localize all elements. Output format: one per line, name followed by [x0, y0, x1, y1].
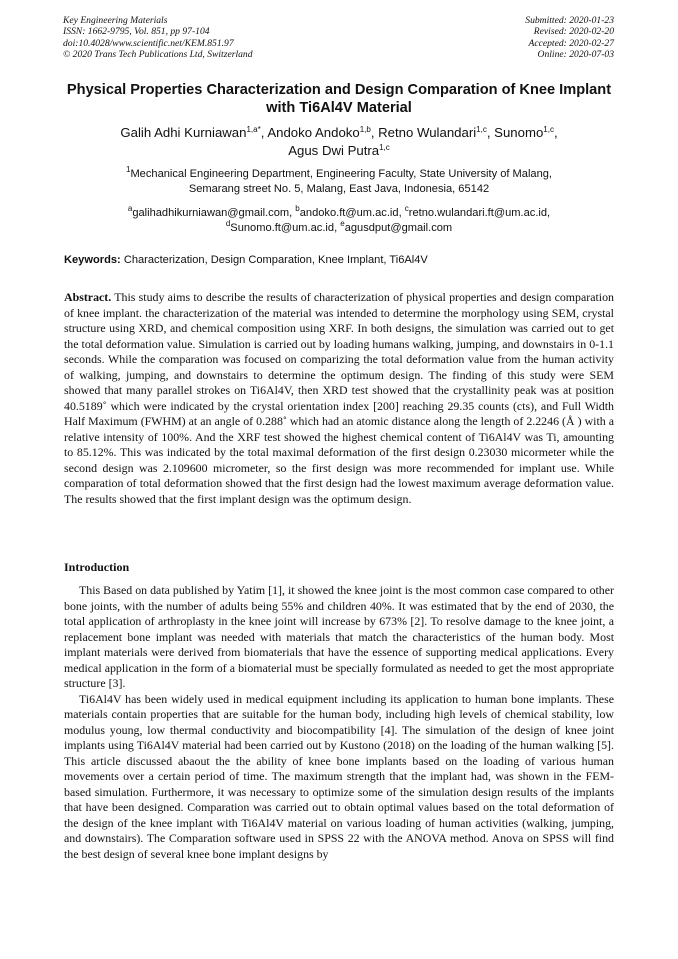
date-online: Online: 2020-07-03	[537, 49, 614, 61]
author-name: Sunomo	[494, 125, 544, 140]
date-submitted: Submitted: 2020-01-23	[525, 15, 614, 26]
email-marker: c	[404, 204, 409, 213]
email-list	[55, 206, 623, 235]
abstract-label: Abstract.	[64, 290, 112, 304]
journal-name: Key Engineering Materials	[63, 15, 168, 26]
author-superscript: 1,c	[476, 125, 487, 134]
email-address: agusdput@gmail.com	[344, 221, 453, 234]
keywords	[64, 253, 614, 267]
email-marker: e	[340, 218, 345, 228]
affiliation-line-1: Mechanical Engineering Department, Engineering Faculty, State University of Malang,	[130, 168, 553, 180]
author-superscript: 1,b	[359, 125, 371, 134]
keywords-text: Characterization, Design Comparation, Knee Implant, Ti6Al4V	[123, 254, 428, 266]
author-separator: ,	[553, 125, 558, 140]
email-separator: ,	[398, 207, 405, 219]
author-separator: ,	[486, 125, 495, 140]
section-heading-introduction: Introduction	[64, 560, 130, 574]
author-list	[55, 124, 623, 160]
paper-title: Physical Properties Characterization and Design Comparation of Knee Implant with Ti6Al4V Material	[66, 82, 612, 116]
affiliation-marker: 1	[125, 165, 131, 174]
email-marker: a	[127, 204, 133, 213]
journal-info	[63, 15, 253, 61]
author-separator: ,	[260, 125, 268, 140]
email-separator: ,	[547, 207, 551, 219]
submission-dates	[525, 15, 614, 61]
email-address: Sunomo.ft@um.ac.id	[230, 221, 335, 234]
abstract-text: This study aims to describe the results of characterization of physical properties and design comparation of knee implant. the characterization of the material was intended to determine the morphology using SEM, crystal structure using XRD, and chemical composition using XRF. In both designs, the simulation was carried out to get the total deformation value. Simulation is carried out by loading humans walking, jumping, and downstairs in 0-1.1 seconds. While the comparation was focused on comparizing the total deformation value from the human activity of walking, jumping, and downstairs to determine the optimum design. The finding of this study were SEM showed that many parallel strokes on Ti6Al4V, then XRD test showed that the crystallinity peak was at position 40.5189˚ which were indicated by the crystal orientation index [200] reaching 29.35 counts (cts), and Full Width Half Maximum (FWHM) at an angle of 0.288˚ which had an atomic distance along the length of 2.2246 (Å ) with a relative intensity of 100%. And the XRF test showed the highest chemical content of Ti6Al4V was Ti, amounting to 85.12%. This was indicated by the total maximal deformation of the first design 0.23030 micormeter while the second design was 2.109600 micrometer, so the first design was more recommended for implant use. While comparation of total deformation showed that the first design had the lowest maximum average deformation value. The results showed that the first implant design was the optimum design.	[64, 290, 614, 506]
keywords-label: Keywords:	[64, 254, 121, 266]
email-address: galihadhikurniawan@gmail.com	[132, 207, 290, 219]
author-name: Galih Adhi Kurniawan	[120, 125, 247, 140]
author-separator: ,	[370, 125, 379, 140]
author-superscript: 1,c	[543, 125, 554, 134]
email-marker: d	[225, 218, 231, 228]
author-name: Agus Dwi Putra	[288, 143, 380, 158]
author-name: Andoko Andoko	[267, 125, 360, 140]
author-superscript: 1,a*	[246, 125, 261, 134]
affiliation-line-2: Semarang street No. 5, Malang, East Java, Indonesia, 65142	[188, 182, 490, 195]
email-separator: ,	[289, 207, 296, 219]
paragraph: Ti6Al4V has been widely used in medical equipment including its application to human bone implants. These materials contain properties that are suitable for the human body, including high levels of chemical stability, low modulus young, low thermal conductivity and biocompatibility [4]. The simulation of the design of knee joint implants using Ti6Al4V material had been carried out by Kustono (2018) on the loading of the human walking [5]. This article discussed abaout the the ability of knee bone implants based on the loading of various human movements over a certain period of time. The maximum strength that the implant had, was shown in the FEM-based simulation. Furthermore, it was necessary to optimize some of the simulation design results of the implants that have been designed. Comparation was carried out to obtain optimal values based on the total deformation of the design of the knee implant with Ti6Al4V material on various loading of human activities (walking, jumping, and downstairs). The Comparation software used in SPSS 22 with the ANOVA method. Anova on SPSS will find the best design of several knee bone implant designs by	[64, 691, 614, 861]
email-marker: b	[295, 204, 300, 213]
author-superscript: 1,c	[379, 143, 390, 152]
paragraph: This Based on data published by Yatim [1], it showed the knee joint is the most common case compared to other bone joints, with the number of adults being 55% and children 40%. It was estimated that by the end of 2030, the total application of arthroplasty in the knee joint will increase by 673% [2]. To resolve damage to the knee joint, a replacement bone implant was needed with materials that match the characteristics of the human body. Most implant materials were derived from biomaterials that have the essence of supporting medical applications. Every medical application in the form of a biomaterial must be specially formulated as needed to get the most appropriate structure [3].	[64, 583, 614, 690]
date-accepted: Accepted: 2020-02-27	[528, 37, 614, 49]
affiliation	[55, 167, 623, 196]
abstract	[64, 290, 614, 507]
email-address: retno.wulandari.ft@um.ac.id	[408, 207, 548, 219]
date-revised: Revised: 2020-02-20	[533, 26, 614, 38]
author-name: Retno Wulandari	[378, 125, 477, 140]
journal-copyright: © 2020 Trans Tech Publications Ltd, Switzerland	[63, 49, 253, 61]
email-separator: ,	[334, 221, 341, 234]
journal-doi: doi:10.4028/www.scientific.net/KEM.851.97	[63, 37, 234, 49]
email-address: andoko.ft@um.ac.id	[299, 207, 399, 219]
journal-issn: ISSN: 1662-9795, Vol. 851, pp 97-104	[63, 26, 210, 38]
introduction-body	[64, 583, 614, 862]
